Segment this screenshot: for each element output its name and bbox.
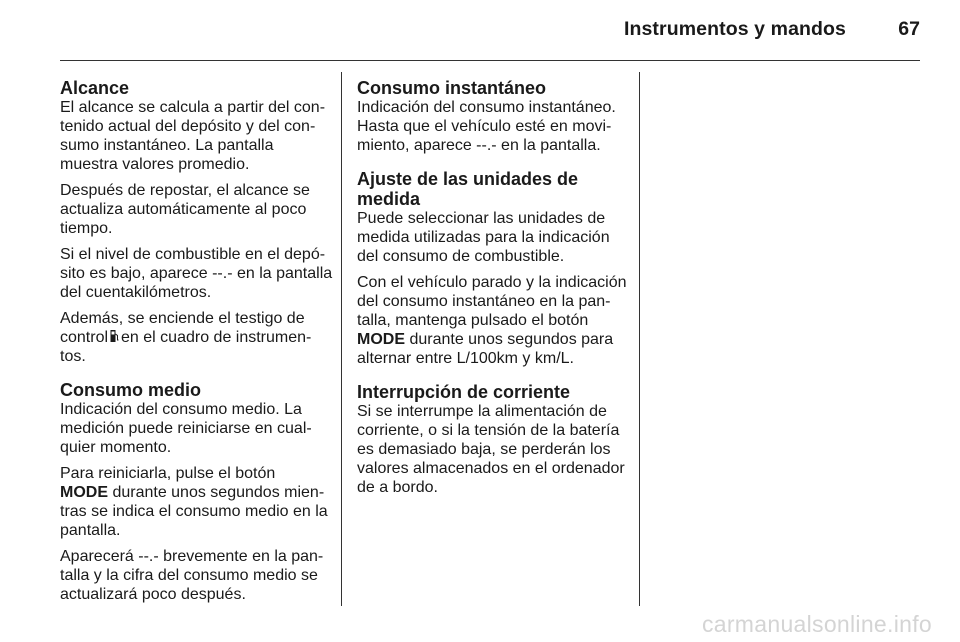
section-consumo-medio: [60, 380, 330, 604]
paragraph: [60, 181, 330, 238]
text-line: El alcance se calcula a partir del con-: [60, 99, 326, 116]
paragraph: [60, 400, 330, 457]
column-divider-1: [341, 72, 342, 606]
text-line: del consumo instantáneo en la pan-: [357, 293, 611, 310]
paragraph: [357, 98, 629, 155]
heading-line: Ajuste de las unidades de: [357, 169, 579, 189]
column-divider-2: [639, 72, 640, 606]
text-line: es demasiado baja, se perderán los: [357, 441, 611, 458]
text-line: Además, se enciende el testigo de: [60, 310, 305, 327]
text-line: Si el nivel de combustible en el depó-: [60, 246, 326, 263]
text-fragment: en el cuadro de instrumen-: [121, 329, 312, 346]
text-line: actualizará poco después.: [60, 586, 246, 603]
heading-line: medida: [357, 189, 421, 209]
text-line: tiempo.: [60, 220, 113, 237]
text-line: tras se indica el consumo medio en la: [60, 503, 328, 520]
text-line: sito es bajo, aparece --.- en la pantalla: [60, 265, 333, 282]
text-line: quier momento.: [60, 439, 172, 456]
text-line: Indicación del consumo medio. La: [60, 401, 302, 418]
paragraph: [357, 209, 629, 266]
text-line: Si se interrumpe la alimentación de: [357, 403, 607, 420]
text-line: de a bordo.: [357, 479, 438, 496]
paragraph: [60, 547, 330, 604]
text-line: actualiza automáticamente al poco: [60, 201, 307, 218]
text-line: talla, mantenga pulsado el botón: [357, 312, 589, 329]
section-heading-interrupcion: Interrupción de corriente: [357, 382, 571, 402]
header-rule: [60, 60, 920, 61]
text-line: valores almacenados en el ordenador: [357, 460, 625, 477]
section-interrupcion-corriente: [357, 382, 629, 497]
fuel-pump-icon: [110, 329, 119, 343]
text-line: corriente, o si la tensión de la batería: [357, 422, 620, 439]
section-alcance: [60, 78, 333, 366]
text-line: talla y la cifra del consumo medio se: [60, 567, 318, 584]
text-line: medida utilizadas para la indicación: [357, 229, 610, 246]
text-line: Aparecerá --.- brevemente en la pan-: [60, 548, 324, 565]
text-line: [357, 330, 629, 349]
mode-button-label: MODE: [357, 331, 405, 348]
text-line: Indicación del consumo instantáneo.: [357, 99, 616, 116]
paragraph: [357, 402, 629, 497]
paragraph: [60, 98, 330, 174]
text-line: sumo instantáneo. La pantalla: [60, 137, 274, 154]
page-header-title: Instrumentos y mandos: [623, 18, 846, 40]
column-middle: [357, 78, 629, 497]
text-fragment: durante unos segundos para: [405, 331, 614, 348]
text-line: miento, aparece --.- en la pantalla.: [357, 137, 601, 154]
mode-button-label: MODE: [60, 484, 108, 501]
text-line: alternar entre L/100km y km/L.: [357, 350, 574, 367]
text-fragment: durante unos segundos mien-: [108, 484, 325, 501]
paragraph: [60, 464, 330, 540]
section-heading-consumo-instantaneo: Consumo instantáneo: [357, 78, 547, 98]
text-line: Hasta que el vehículo esté en movi-: [357, 118, 612, 135]
section-consumo-instantaneo: [357, 78, 629, 155]
text-line: Con el vehículo parado y la indicación: [357, 274, 627, 291]
text-line: [60, 328, 330, 347]
text-line: Después de repostar, el alcance se: [60, 182, 310, 199]
text-line: Puede seleccionar las unidades de: [357, 210, 606, 227]
text-line: tenido actual del depósito y del con-: [60, 118, 316, 135]
text-fragment: control: [60, 329, 109, 346]
text-line: del consumo de combustible.: [357, 248, 565, 265]
text-line: tos.: [60, 348, 86, 365]
paragraph: [60, 309, 330, 366]
page-number: 67: [898, 18, 920, 40]
watermark: carmanualsonline.info: [701, 611, 932, 637]
text-line: pantalla.: [60, 522, 121, 539]
paragraph: [60, 245, 333, 302]
section-heading-ajuste-unidades: [357, 169, 629, 209]
text-line: muestra valores promedio.: [60, 156, 250, 173]
text-line: [60, 483, 330, 502]
column-left: [60, 78, 333, 604]
text-line: Para reiniciarla, pulse el botón: [60, 465, 276, 482]
section-ajuste-unidades: [357, 169, 629, 368]
text-line: medición puede reiniciarse en cual-: [60, 420, 312, 437]
paragraph: [357, 273, 629, 368]
text-line: del cuentakilómetros.: [60, 284, 212, 301]
section-heading-alcance: Alcance: [60, 78, 130, 98]
section-heading-consumo-medio: Consumo medio: [60, 380, 202, 400]
